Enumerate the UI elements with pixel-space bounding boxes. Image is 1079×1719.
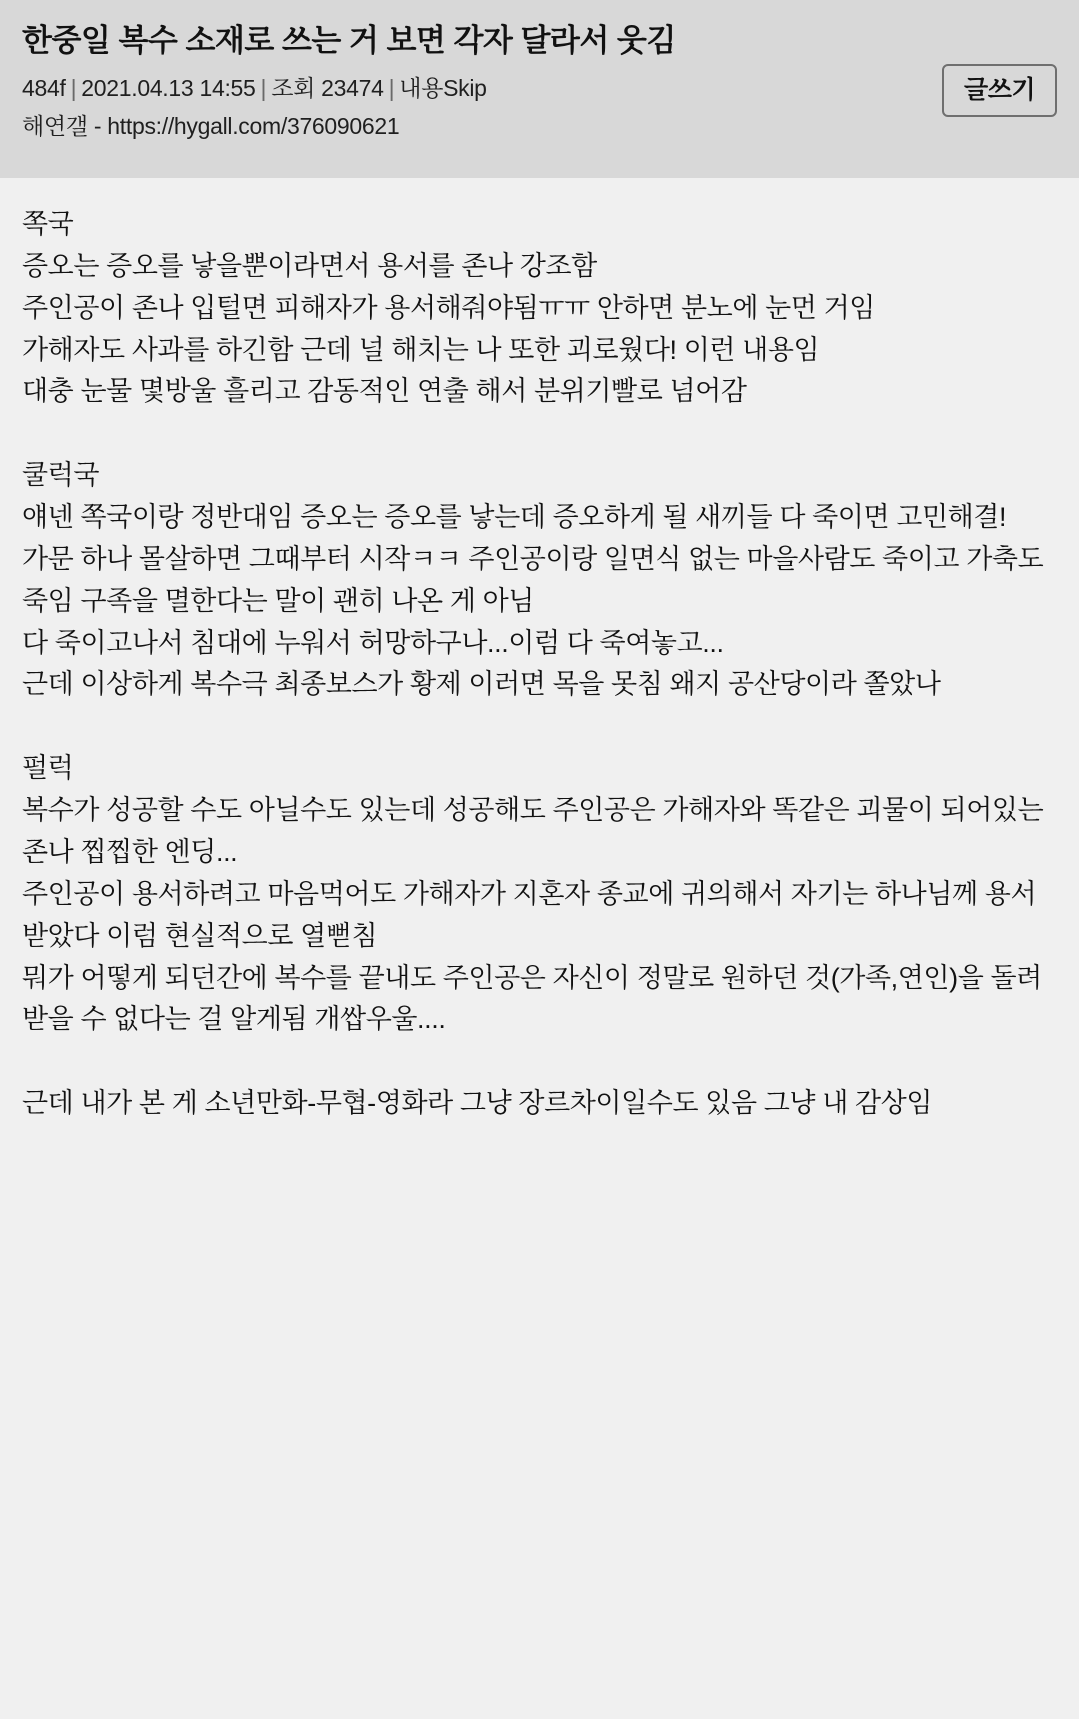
post-paragraph: 쪽국 [22, 209, 74, 239]
post-header [0, 0, 1079, 178]
post-paragraph: 주인공이 용서하려고 마음먹어도 가해자가 지혼자 종교에 귀의해서 자기는 하나님께 용서받았다 이럼 현실적으로 열뻗침 [22, 878, 1037, 951]
post-paragraph: 가해자도 사과를 하긴함 근데 널 해치는 나 또한 괴로웠다! 이런 내용임 [22, 334, 820, 365]
post-paragraph: 가문 하나 몰살하면 그때부터 시작ㅋㅋ 주인공이랑 일면식 없는 마을사람도 죽이고 가축도 죽임 구족을 멸한다는 말이 괜히 나온 게 아님 [22, 543, 1051, 616]
post-paragraph: 근데 이상하게 복수극 최종보스가 황제 이러면 목을 못침 왜지 공산당이라 쫄았나 [22, 669, 941, 700]
post-author: 484f [22, 74, 66, 101]
paragraph-spacer [22, 706, 1057, 748]
post-paragraph: 얘넨 쪽국이랑 정반대임 증오는 증오를 낳는데 증오하게 될 새끼들 다 죽이면 고민해결! [22, 502, 1007, 533]
post-paragraph: 근데 내가 본 게 소년만화-무협-영화라 그냥 장르차이일수도 있음 그냥 내 감상임 [22, 1088, 933, 1119]
post-paragraph: 복수가 성공할 수도 아닐수도 있는데 성공해도 주인공은 가해자와 똑같은 괴물이 되어있는 존나 찝찝한 엔딩... [22, 795, 1051, 867]
paragraph-spacer [22, 1041, 1057, 1083]
meta-separator-1: | [70, 74, 77, 101]
post-paragraph: 주인공이 존나 입털면 피해자가 용서해줘야됨ㅠㅠ 안하면 분노에 눈먼 거임 [22, 292, 875, 323]
skip-link[interactable]: 내용Skip [399, 74, 487, 101]
paragraph-spacer [22, 413, 1057, 455]
post-date: 2021.04.13 14:55 [81, 74, 256, 101]
post-meta [22, 71, 1057, 106]
post-paragraph: 증오는 증오를 낳을뿐이라면서 용서를 존나 강조함 [22, 250, 597, 281]
post-source[interactable]: 해연갤 - https://hygall.com/376090621 [22, 113, 400, 140]
post-body [0, 178, 1079, 1719]
write-post-button[interactable]: 글쓰기 [942, 64, 1057, 117]
post-paragraph: 다 죽이고나서 침대에 누워서 허망하구나...이럼 다 죽여놓고... [22, 627, 724, 658]
page-title: 한중일 복수 소재로 쓰는 거 보면 각자 달라서 웃김 [22, 23, 676, 58]
post-paragraph: 쿨럭국 [22, 460, 100, 491]
meta-separator-2: | [260, 74, 267, 101]
post-paragraph: 뭐가 어떻게 되던간에 복수를 끝내도 주인공은 자신이 정말로 원하던 것(가족,연인)을 돌려받을 수 없다는 걸 알게됨 개쌉우울.... [22, 962, 1042, 1035]
post-text-container [22, 204, 1057, 1125]
post-paragraph: 대충 눈물 몇방울 흘리고 감동적인 연출 해서 분위기빨로 넘어감 [22, 376, 747, 407]
post-paragraph: 펄럭 [22, 753, 74, 784]
post-views: 조회 23474 [271, 74, 384, 101]
meta-separator-3: | [388, 74, 395, 101]
